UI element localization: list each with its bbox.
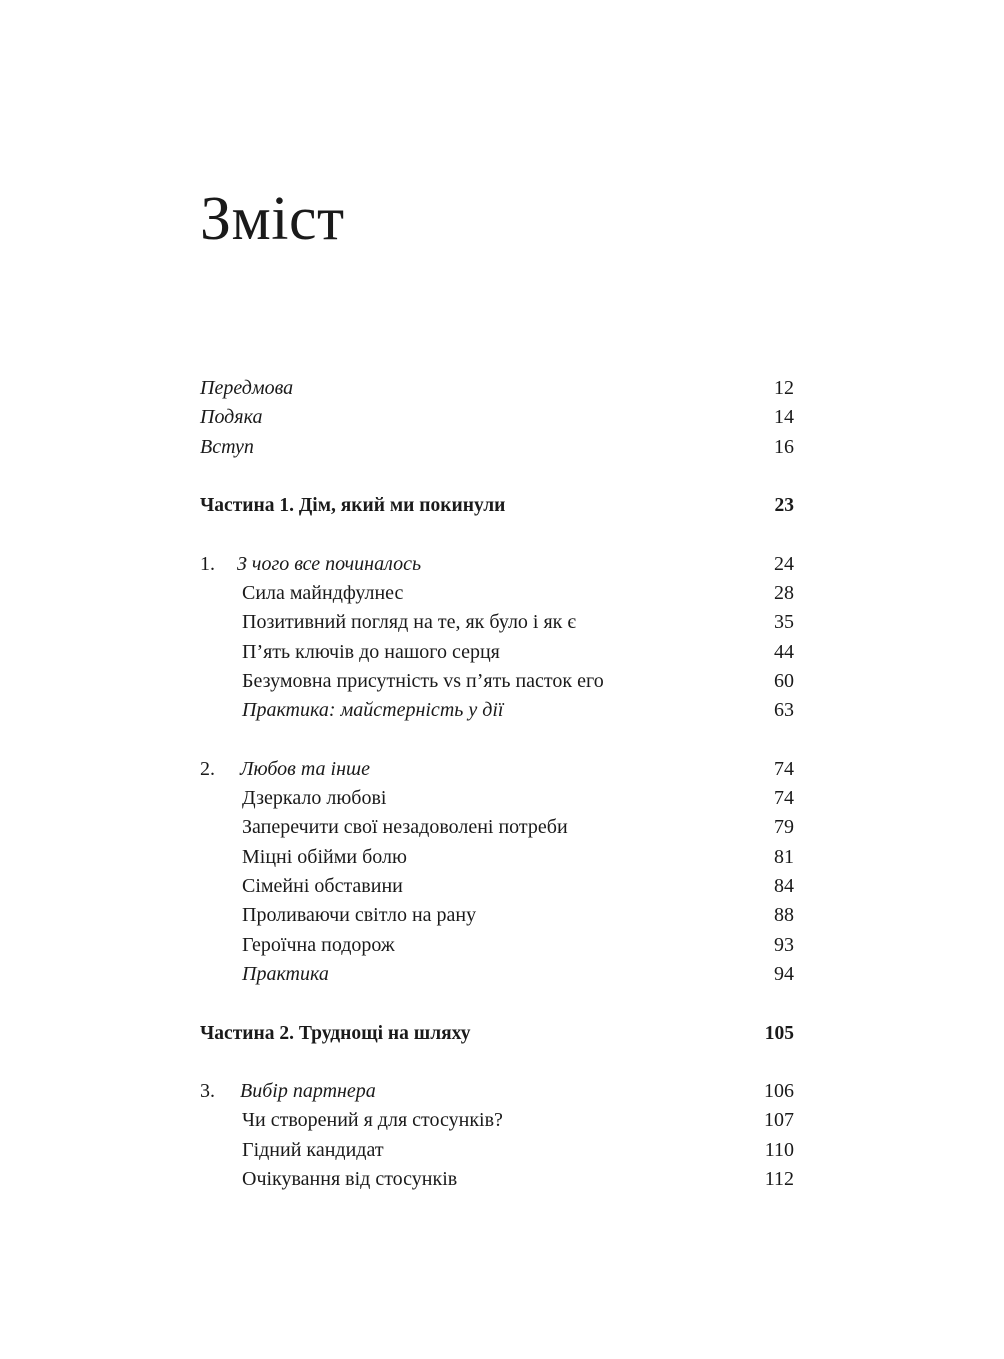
- toc-entry-front: [200, 374, 794, 403]
- toc-page-number: 28: [774, 582, 794, 605]
- toc-chapter-heading: [200, 1077, 794, 1106]
- toc-chapter-heading: [200, 755, 794, 784]
- toc-section-label: Гідний кандидат: [242, 1138, 384, 1161]
- toc-page-number: 110: [764, 1138, 794, 1161]
- toc-section: [200, 1106, 794, 1135]
- toc-section-practice: [200, 960, 794, 989]
- toc-page-number: 12: [774, 377, 794, 399]
- toc-page-number: 88: [774, 904, 794, 927]
- page-title: Зміст: [200, 185, 345, 253]
- toc-page-number: 44: [774, 640, 794, 663]
- toc-page-number: 94: [774, 962, 794, 985]
- toc-section-label: Позитивний погляд на те, як було і як є: [242, 611, 576, 634]
- table-of-contents: [200, 374, 794, 1194]
- chapter-number: 2.: [200, 757, 215, 780]
- toc-section: [200, 608, 794, 637]
- toc-page-number: 81: [774, 845, 794, 868]
- toc-section-label: Дзеркало любові: [242, 787, 387, 810]
- toc-part-heading: [200, 491, 794, 520]
- toc-section-label: Практика: майстерність у дії: [242, 699, 504, 722]
- chapter-number: 1.: [200, 552, 215, 575]
- toc-section-label: Практика: [242, 962, 329, 985]
- toc-chapter-label: З чого все починалось: [237, 552, 422, 575]
- toc-page-number: 93: [774, 933, 794, 956]
- spacer: [200, 989, 794, 1018]
- toc-page-number: 35: [774, 611, 794, 634]
- toc-section: [200, 667, 794, 696]
- toc-page-number: 106: [764, 1080, 794, 1103]
- toc-page-number: 107: [764, 1109, 794, 1132]
- toc-section-label: Міцні обійми болю: [242, 845, 407, 868]
- toc-section-label: Сімейні обставини: [242, 875, 403, 898]
- toc-entry-front: [200, 403, 794, 432]
- toc-chapter-label: Любов та інше: [240, 757, 370, 780]
- toc-section: [200, 813, 794, 842]
- toc-page-number: 79: [774, 816, 794, 839]
- toc-section-label: П’ять ключів до нашого серця: [242, 640, 500, 663]
- toc-page-number: 63: [774, 699, 794, 722]
- toc-part-label: Частина 2. Труднощі на шляху: [200, 1022, 471, 1044]
- toc-page-number: 74: [774, 787, 794, 810]
- toc-section-label: Чи створений я для стосунків?: [242, 1109, 503, 1132]
- toc-page-number: 74: [774, 757, 794, 780]
- spacer: [200, 520, 794, 549]
- toc-page-number: 23: [774, 495, 794, 517]
- toc-section: [200, 872, 794, 901]
- toc-section: [200, 579, 794, 608]
- toc-section: [200, 784, 794, 813]
- toc-page-number: 24: [774, 552, 794, 575]
- toc-chapter-heading: [200, 550, 794, 579]
- toc-section-label: Героїчна подорож: [242, 933, 395, 956]
- toc-section-label: Заперечити свої незадоволені потреби: [242, 816, 568, 839]
- toc-page-number: 60: [774, 669, 794, 692]
- toc-section: [200, 843, 794, 872]
- toc-section: [200, 901, 794, 930]
- toc-section: [200, 1165, 794, 1194]
- toc-entry-label: Передмова: [200, 377, 294, 399]
- toc-entry-label: Вступ: [200, 435, 254, 458]
- toc-part-label: Частина 1. Дім, який ми покинули: [200, 495, 506, 517]
- toc-page-number: 84: [774, 875, 794, 898]
- toc-page-number: 112: [764, 1168, 794, 1191]
- toc-section-label: Проливаючи світло на рану: [242, 904, 477, 927]
- toc-section-label: Безумовна присутність vs п’ять пасток его: [242, 669, 604, 692]
- toc-entry-label: Подяка: [200, 406, 263, 429]
- toc-page-number: 105: [764, 1022, 794, 1044]
- spacer: [200, 462, 794, 491]
- spacer: [200, 726, 794, 755]
- toc-section-practice: [200, 696, 794, 725]
- toc-section-label: Очікування від стосунків: [242, 1168, 458, 1191]
- toc-part-heading: [200, 1019, 794, 1048]
- toc-page-number: 14: [774, 406, 794, 429]
- toc-entry-front: [200, 433, 794, 462]
- toc-chapter-label: Вибір партнера: [240, 1080, 376, 1103]
- toc-page-number: 16: [774, 435, 794, 458]
- chapter-number: 3.: [200, 1080, 215, 1103]
- toc-section-label: Сила майндфулнес: [242, 582, 404, 605]
- spacer: [200, 1048, 794, 1077]
- toc-section: [200, 638, 794, 667]
- toc-section: [200, 1136, 794, 1165]
- toc-section: [200, 931, 794, 960]
